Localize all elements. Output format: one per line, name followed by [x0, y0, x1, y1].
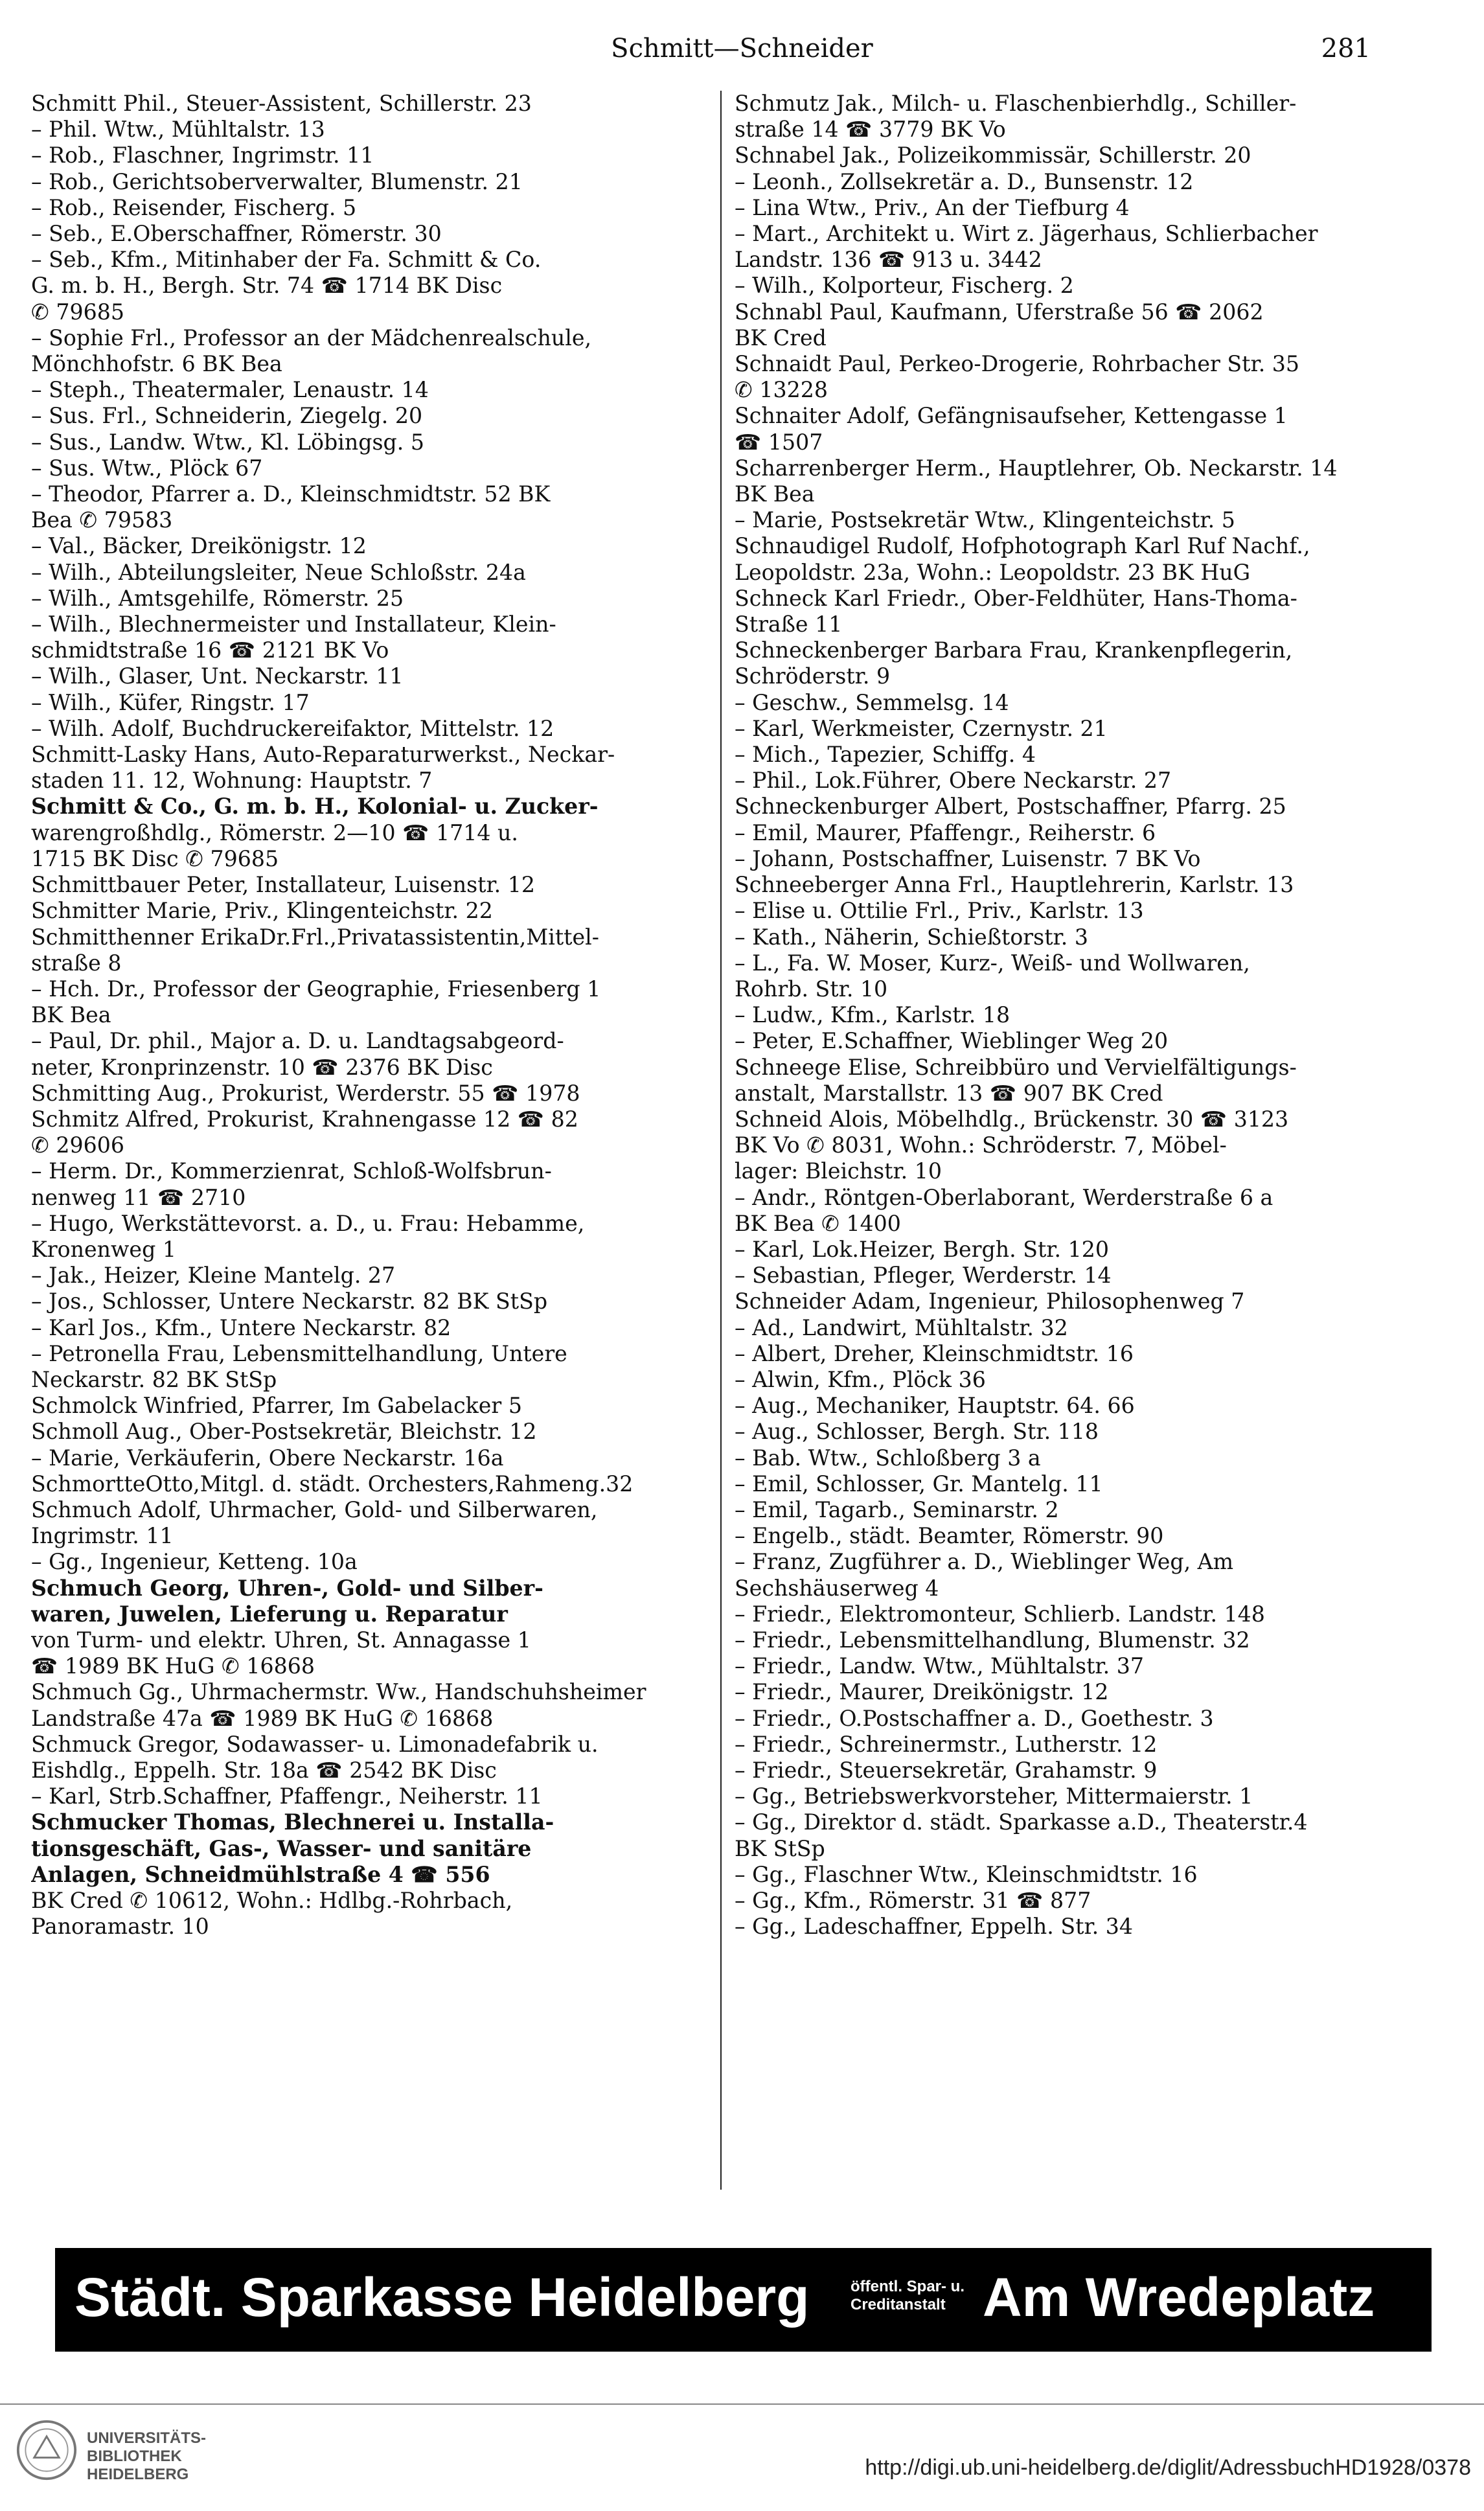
directory-entry: tionsgeschäft, Gas-, Wasser- und sanitäre	[31, 1835, 532, 1861]
directory-entry: nenweg 11 ☎ 2710	[31, 1184, 246, 1210]
directory-entry: – Friedr., Maurer, Dreikönigstr. 12	[735, 1679, 1109, 1705]
directory-entry: – Gg., Direktor d. städt. Sparkasse a.D., Theaterstr.4	[735, 1809, 1308, 1835]
directory-entry: Mönchhofstr. 6 BK Bea	[31, 351, 282, 377]
directory-entry: straße 8	[31, 950, 122, 976]
directory-entry: BK Bea	[31, 1002, 111, 1028]
directory-entry: Schnabel Jak., Polizeikommissär, Schillerstr. 20	[735, 143, 1251, 168]
directory-entry: – Jos., Schlosser, Untere Neckarstr. 82 BK StSp	[31, 1289, 548, 1314]
banner-subtext-line1: öffentl. Spar- u.	[850, 2278, 965, 2295]
directory-entry: – Gg., Ingenieur, Ketteng. 10a	[31, 1549, 358, 1575]
directory-entry: Neckarstr. 82 BK StSp	[31, 1366, 277, 1392]
directory-entry: – Friedr., Steuersekretär, Grahamstr. 9	[735, 1758, 1158, 1783]
directory-entry: – Wilh., Küfer, Ringstr. 17	[31, 689, 310, 715]
directory-entry: Schmitthenner ErikaDr.Frl.,Privatassistentin,Mittel-	[31, 924, 599, 950]
directory-entry: Schneck Karl Friedr., Ober-Feldhüter, Hans-Thoma-	[735, 585, 1297, 611]
directory-entry: Schmuch Gg., Uhrmachermstr. Ww., Handschuhsheimer	[31, 1679, 646, 1705]
directory-entry: – Karl, Werkmeister, Czernystr. 21	[735, 715, 1108, 741]
directory-entry: – Sus., Landw. Wtw., Kl. Löbingsg. 5	[31, 429, 424, 455]
directory-entry: Sechshäuserweg 4	[735, 1575, 939, 1601]
directory-entry: Schneckenburger Albert, Postschaffner, Pfarrg. 25	[735, 794, 1286, 820]
directory-entry: – Gg., Kfm., Römerstr. 31 ☎ 877	[735, 1888, 1091, 1914]
directory-entry: – Karl Jos., Kfm., Untere Neckarstr. 82	[31, 1314, 451, 1340]
directory-entry: staden 11. 12, Wohnung: Hauptstr. 7	[31, 768, 433, 794]
directory-entry: Schnaudigel Rudolf, Hofphotograph Karl Ruf Nachf.,	[735, 533, 1310, 559]
directory-entry: SchmortteOtto,Mitgl. d. städt. Orchesters,Rahmeng.32	[31, 1471, 634, 1496]
directory-entry: Schmitt & Co., G. m. b. H., Kolonial- u. Zucker-	[31, 794, 599, 820]
directory-entry: Schneckenberger Barbara Frau, Krankenpflegerin,	[735, 637, 1293, 663]
directory-entry: Rohrb. Str. 10	[735, 976, 888, 1002]
directory-entry: – Sophie Frl., Professor an der Mädchenrealschule,	[31, 325, 592, 350]
directory-entry: – Hugo, Werkstättevorst. a. D., u. Frau: Hebamme,	[31, 1210, 585, 1236]
directory-entry: Panoramastr. 10	[31, 1914, 209, 1940]
directory-entry: – Mart., Architekt u. Wirt z. Jägerhaus, Schlierbacher	[735, 221, 1318, 247]
directory-entry: Schnaiter Adolf, Gefängnisaufseher, Kettengasse 1	[735, 403, 1288, 429]
directory-entry: – Aug., Schlosser, Bergh. Str. 118	[735, 1419, 1099, 1445]
directory-entry: – Rob., Reisender, Fischerg. 5	[31, 194, 357, 220]
directory-entry: ✆ 79685	[31, 299, 124, 325]
directory-entry: Schmolck Winfried, Pfarrer, Im Gabelacker 5	[31, 1393, 522, 1419]
university-seal-icon	[16, 2419, 78, 2481]
directory-entry: BK Vo ✆ 8031, Wohn.: Schröderstr. 7, Möbel-	[735, 1132, 1227, 1158]
directory-entry: Bea ✆ 79583	[31, 507, 173, 533]
directory-entry: – Rob., Flaschner, Ingrimstr. 11	[31, 143, 374, 168]
directory-entry: – Wilh., Blechnermeister und Installateur, Klein-	[31, 612, 556, 637]
directory-entry: – Friedr., Elektromonteur, Schlierb. Landstr. 148	[735, 1601, 1265, 1627]
directory-entry: – Friedr., Schreinermstr., Lutherstr. 12	[735, 1731, 1158, 1757]
directory-entry: – Johann, Postschaffner, Luisenstr. 7 BK Vo	[735, 845, 1201, 871]
directory-entry: – Steph., Theatermaler, Lenaustr. 14	[31, 377, 429, 403]
directory-entry: straße 14 ☎ 3779 BK Vo	[735, 117, 1006, 143]
directory-entry: ☎ 1507	[735, 429, 823, 455]
directory-entry: Schnaidt Paul, Perkeo-Drogerie, Rohrbacher Str. 35	[735, 351, 1300, 377]
directory-entry: – Engelb., städt. Beamter, Römerstr. 90	[735, 1523, 1164, 1549]
directory-entry: – Gg., Flaschner Wtw., Kleinschmidtstr. 16	[735, 1861, 1198, 1887]
directory-entry: – Gg., Ladeschaffner, Eppelh. Str. 34	[735, 1914, 1134, 1940]
column-divider	[720, 91, 722, 2190]
library-name-line3: HEIDELBERG	[87, 2466, 189, 2483]
page-number: 281	[1321, 34, 1371, 63]
directory-entry: Schröderstr. 9	[735, 663, 891, 689]
directory-entry: – Wilh., Amtsgehilfe, Römerstr. 25	[31, 585, 404, 611]
right-column	[735, 91, 1402, 1940]
directory-entry: – Friedr., Lebensmittelhandlung, Blumenstr. 32	[735, 1627, 1250, 1653]
directory-entry: Schneeberger Anna Frl., Hauptlehrerin, Karlstr. 13	[735, 872, 1294, 898]
directory-entry: – Herm. Dr., Kommerzienrat, Schloß-Wolfsbrun-	[31, 1158, 552, 1184]
directory-entry: Ingrimstr. 11	[31, 1523, 174, 1549]
directory-entry: – L., Fa. W. Moser, Kurz-, Weiß- und Wollwaren,	[735, 950, 1250, 976]
directory-entry: ✆ 29606	[31, 1132, 124, 1158]
directory-entry: Straße 11	[735, 612, 843, 637]
directory-entry: 1715 BK Disc ✆ 79685	[31, 845, 279, 871]
directory-entry: Schmitz Alfred, Prokurist, Krahnengasse 12 ☎ 82	[31, 1106, 578, 1132]
directory-entry: – Petronella Frau, Lebensmittelhandlung, Untere	[31, 1340, 567, 1366]
directory-entry: – Peter, E.Schaffner, Wieblinger Weg 20	[735, 1028, 1169, 1054]
directory-entry: – Ad., Landwirt, Mühltalstr. 32	[735, 1314, 1068, 1340]
directory-entry: – Kath., Näherin, Schießtorstr. 3	[735, 924, 1088, 950]
directory-entry: BK Cred ✆ 10612, Wohn.: Hdlbg.-Rohrbach,	[31, 1888, 513, 1914]
directory-entry: Schmuch Adolf, Uhrmacher, Gold- und Silberwaren,	[31, 1496, 598, 1522]
directory-entry: Eishdlg., Eppelh. Str. 18a ☎ 2542 BK Disc	[31, 1758, 497, 1783]
directory-entry: – Emil, Maurer, Pfaffengr., Reiherstr. 6	[735, 820, 1156, 845]
directory-entry: – Ludw., Kfm., Karlstr. 18	[735, 1002, 1010, 1028]
directory-entry: Schmuch Georg, Uhren-, Gold- und Silber-	[31, 1575, 543, 1601]
directory-entry: – Marie, Verkäuferin, Obere Neckarstr. 16a	[31, 1445, 504, 1471]
directory-entry: – Seb., E.Oberschaffner, Römerstr. 30	[31, 221, 442, 247]
source-url-link[interactable]: http://digi.ub.uni-heidelberg.de/diglit/AdressbuchHD1928/0378	[865, 2455, 1471, 2480]
directory-entry: – Paul, Dr. phil., Major a. D. u. Landtagsabgeord-	[31, 1028, 564, 1054]
directory-entry: Schmoll Aug., Ober-Postsekretär, Bleichstr. 12	[31, 1419, 537, 1445]
banner-subtext-line2: Creditanstalt	[850, 2296, 946, 2313]
footer	[0, 2403, 1484, 2511]
directory-entry: – Friedr., O.Postschaffner a. D., Goethestr. 3	[735, 1705, 1214, 1731]
directory-entry: BK Bea ✆ 1400	[735, 1210, 901, 1236]
directory-entry: Anlagen, Schneidmühlstraße 4 ☎ 556	[31, 1861, 490, 1887]
directory-entry: – Wilh. Adolf, Buchdruckereifaktor, Mittelstr. 12	[31, 715, 554, 741]
directory-entry: ☎ 1989 BK HuG ✆ 16868	[31, 1653, 315, 1679]
directory-entry: – Phil., Lok.Führer, Obere Neckarstr. 27	[735, 768, 1172, 794]
page-header	[0, 34, 1484, 73]
directory-entry: – Marie, Postsekretär Wtw., Klingenteichstr. 5	[735, 507, 1235, 533]
directory-entry: Kronenweg 1	[31, 1236, 176, 1262]
directory-entry: Schnabl Paul, Kaufmann, Uferstraße 56 ☎ 2062	[735, 299, 1264, 325]
directory-entry: – Friedr., Landw. Wtw., Mühltalstr. 37	[735, 1653, 1144, 1679]
directory-entry: – Lina Wtw., Priv., An der Tiefburg 4	[735, 194, 1130, 220]
directory-entry: – Wilh., Kolporteur, Fischerg. 2	[735, 273, 1074, 299]
directory-entry: – Jak., Heizer, Kleine Mantelg. 27	[31, 1263, 396, 1289]
directory-entry: von Turm- und elektr. Uhren, St. Annagasse 1	[31, 1627, 531, 1653]
directory-entry: – Mich., Tapezier, Schiffg. 4	[735, 742, 1036, 768]
directory-entry: – Sus. Wtw., Plöck 67	[31, 455, 263, 481]
directory-entry: – Leonh., Zollsekretär a. D., Bunsenstr. 12	[735, 168, 1194, 194]
directory-entry: neter, Kronprinzenstr. 10 ☎ 2376 BK Disc	[31, 1054, 493, 1080]
directory-entry: – Elise u. Ottilie Frl., Priv., Karlstr. 13	[735, 898, 1144, 924]
directory-entry: BK Bea	[735, 481, 815, 507]
directory-entry: – Karl, Strb.Schaffner, Pfaffengr., Neiherstr. 11	[31, 1783, 543, 1809]
directory-entry: – Val., Bäcker, Dreikönigstr. 12	[31, 533, 367, 559]
directory-entry: Schneid Alois, Möbelhdlg., Brückenstr. 30 ☎ 3123	[735, 1106, 1289, 1132]
directory-entry: – Karl, Lok.Heizer, Bergh. Str. 120	[735, 1236, 1109, 1262]
directory-entry: – Seb., Kfm., Mitinhaber der Fa. Schmitt & Co.	[31, 247, 542, 273]
directory-entry: BK StSp	[735, 1835, 825, 1861]
directory-entry: Schmitt Phil., Steuer-Assistent, Schillerstr. 23	[31, 91, 532, 116]
directory-entry: Landstr. 136 ☎ 913 u. 3442	[735, 247, 1042, 273]
advertisement-banner	[55, 2248, 1432, 2352]
directory-entry: – Gg., Betriebswerkvorsteher, Mittermaierstr. 1	[735, 1783, 1253, 1809]
running-title: Schmitt—Schneider	[611, 34, 873, 63]
directory-entry: – Franz, Zugführer a. D., Wieblinger Weg, Am	[735, 1549, 1234, 1575]
banner-subtext	[850, 2278, 965, 2314]
directory-entry: Scharrenberger Herm., Hauptlehrer, Ob. Neckarstr. 14	[735, 455, 1338, 481]
banner-location: Am Wredeplatz	[983, 2267, 1375, 2328]
directory-entry: – Theodor, Pfarrer a. D., Kleinschmidtstr. 52 BK	[31, 481, 551, 507]
directory-entry: Schmutz Jak., Milch- u. Flaschenbierhdlg., Schiller-	[735, 91, 1297, 116]
directory-entry: Schmucker Thomas, Blechnerei u. Installa-	[31, 1809, 554, 1835]
directory-entry: schmidtstraße 16 ☎ 2121 BK Vo	[31, 637, 389, 663]
directory-entry: anstalt, Marstallstr. 13 ☎ 907 BK Cred	[735, 1080, 1163, 1106]
directory-entry: – Andr., Röntgen-Oberlaborant, Werderstraße 6 a	[735, 1184, 1273, 1210]
directory-entry: Landstraße 47a ☎ 1989 BK HuG ✆ 16868	[31, 1705, 494, 1731]
library-name	[87, 2429, 206, 2484]
directory-entry: – Sebastian, Pfleger, Werderstr. 14	[735, 1263, 1112, 1289]
directory-entry: – Geschw., Semmelsg. 14	[735, 689, 1009, 715]
directory-entry: – Phil. Wtw., Mühltalstr. 13	[31, 117, 325, 143]
directory-entry: – Alwin, Kfm., Plöck 36	[735, 1366, 986, 1392]
directory-entry: Leopoldstr. 23a, Wohn.: Leopoldstr. 23 BK HuG	[735, 559, 1251, 585]
banner-main-text: Städt. Sparkasse Heidelberg	[74, 2267, 810, 2328]
directory-entry: – Sus. Frl., Schneiderin, Ziegelg. 20	[31, 403, 423, 429]
directory-entry: lager: Bleichstr. 10	[735, 1158, 942, 1184]
directory-entry: Schneege Elise, Schreibbüro und Vervielfältigungs-	[735, 1054, 1297, 1080]
directory-entry: – Bab. Wtw., Schloßberg 3 a	[735, 1445, 1041, 1471]
directory-entry: warengroßhdlg., Römerstr. 2—10 ☎ 1714 u.	[31, 820, 518, 845]
directory-entry: G. m. b. H., Bergh. Str. 74 ☎ 1714 BK Disc	[31, 273, 503, 299]
directory-entry: – Hch. Dr., Professor der Geographie, Friesenberg 1	[31, 976, 601, 1002]
directory-entry: ✆ 13228	[735, 377, 828, 403]
directory-entry: Schmuck Gregor, Sodawasser- u. Limonadefabrik u.	[31, 1731, 599, 1757]
directory-entry: – Wilh., Abteilungsleiter, Neue Schloßstr. 24a	[31, 559, 526, 585]
directory-entry: – Aug., Mechaniker, Hauptstr. 64. 66	[735, 1393, 1135, 1419]
directory-entry: – Albert, Dreher, Kleinschmidtstr. 16	[735, 1340, 1134, 1366]
directory-entry: Schmittbauer Peter, Installateur, Luisenstr. 12	[31, 872, 535, 898]
directory-entry: – Rob., Gerichtsoberverwalter, Blumenstr. 21	[31, 168, 523, 194]
directory-entry: Schmitting Aug., Prokurist, Werderstr. 55 ☎ 1978	[31, 1080, 580, 1106]
library-name-line2: BIBLIOTHEK	[87, 2448, 182, 2465]
directory-entry: Schmitt-Lasky Hans, Auto-Reparaturwerkst., Neckar-	[31, 742, 615, 768]
directory-entry: BK Cred	[735, 325, 827, 350]
directory-entry: waren, Juwelen, Lieferung u. Reparatur	[31, 1601, 508, 1627]
directory-columns	[31, 91, 1453, 2190]
directory-entry: – Emil, Schlosser, Gr. Mantelg. 11	[735, 1471, 1103, 1496]
directory-entry: – Emil, Tagarb., Seminarstr. 2	[735, 1496, 1059, 1522]
directory-entry: Schmitter Marie, Priv., Klingenteichstr. 22	[31, 898, 493, 924]
left-column	[31, 91, 698, 1940]
directory-entry: – Wilh., Glaser, Unt. Neckarstr. 11	[31, 663, 404, 689]
directory-entry: Schneider Adam, Ingenieur, Philosophenweg 7	[735, 1289, 1245, 1314]
library-name-line1: UNIVERSITÄTS-	[87, 2429, 207, 2447]
